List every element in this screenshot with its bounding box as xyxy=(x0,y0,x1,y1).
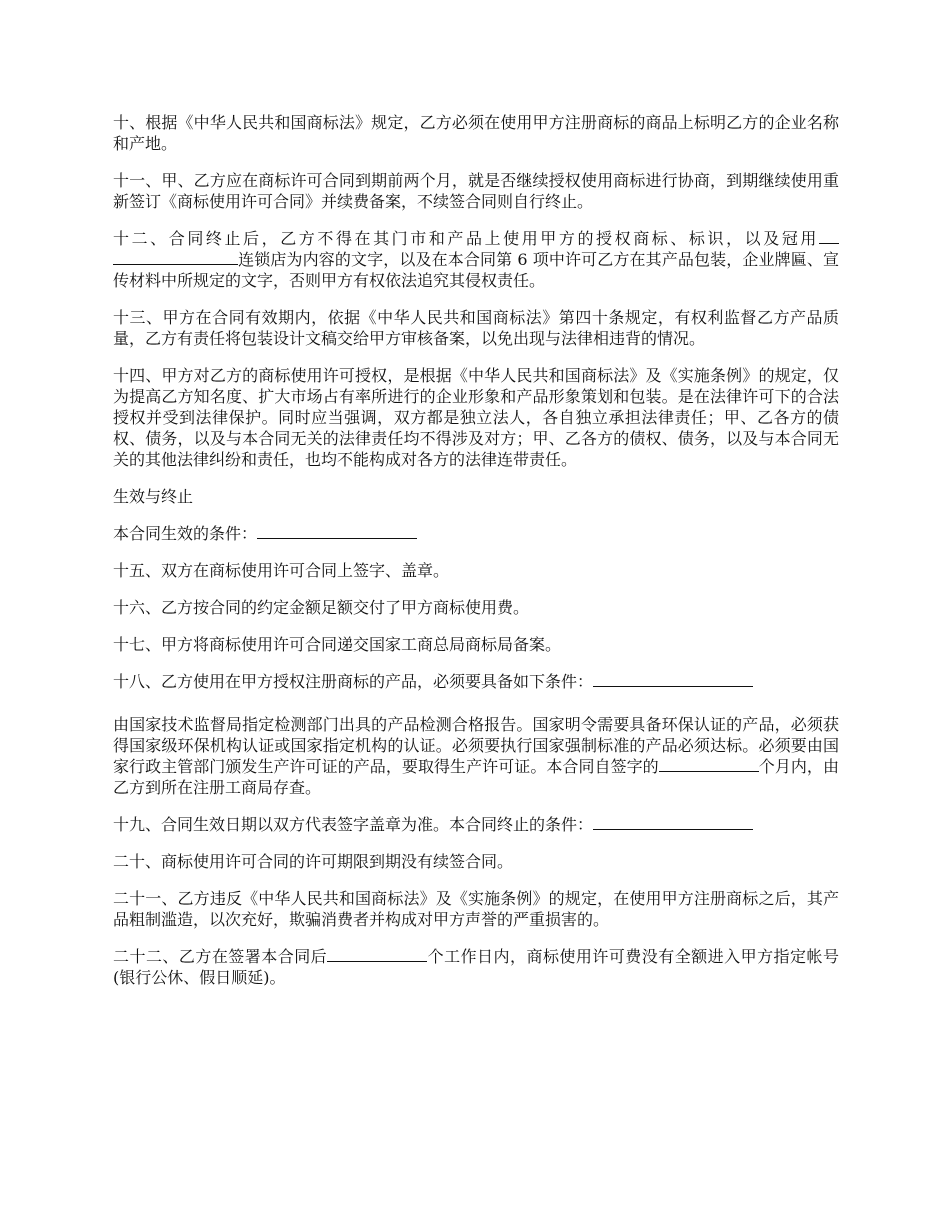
clause-18 xyxy=(113,671,839,692)
clause-18-detail xyxy=(113,714,839,798)
clause-18-text: 十八、乙方使用在甲方授权注册商标的产品，必须要具备如下条件： xyxy=(113,672,594,691)
clause-19 xyxy=(113,814,839,835)
clause-11: 十一、甲、乙方应在商标许可合同到期前两个月，就是否继续授权使用商标进行协商，到期继续使用重新签订《商标使用许可合同》并续费备案，不续签合同则自行终止。 xyxy=(113,171,839,211)
effective-conditions-label: 本合同生效的条件： xyxy=(113,524,258,543)
fill-in-blank xyxy=(113,249,238,265)
clause-22 xyxy=(113,946,839,988)
clause-20: 二十、商标使用许可合同的许可期限到期没有续签合同。 xyxy=(113,852,514,871)
clause-21: 二十一、乙方违反《中华人民共和国商标法》及《实施条例》的规定，在使用甲方注册商标之后，其产品粗制滥造，以次充好，欺骗消费者并构成对甲方声誉的严重损害的。 xyxy=(113,889,839,929)
clause-12 xyxy=(113,228,839,291)
fill-in-blank xyxy=(593,814,753,830)
clause-13: 十三、甲方在合同有效期内，依据《中华人民共和国商标法》第四十条规定，有权利监督乙方产品质量，乙方有责任将包装设计文稿交给甲方审核备案，以免出现与法律相违背的情况。 xyxy=(113,308,839,348)
fill-in-blank xyxy=(257,523,417,539)
clause-19-text: 十九、合同生效日期以双方代表签字盖章为准。本合同终止的条件： xyxy=(113,815,594,834)
section-heading: 生效与终止 xyxy=(113,487,194,506)
clause-14: 十四、甲方对乙方的商标使用许可授权，是根据《中华人民共和国商标法》及《实施条例》的规定，仅为提高乙方知名度、扩大市场占有率所进行的企业形象和产品形象策划和包装。是在法律许可下的合法授权并受到法律保护。同时应当强调，双方都是独立法人，各自独立承担法律责任；甲、乙各方的债权、债务，以及与本合同无关的法律责任均不得涉及对方；甲、乙各方的债权、债务，以及与本合同无关的其他法律纠纷和责任，也均不能构成对各方的法律连带责任。 xyxy=(113,366,839,469)
fill-in-blank xyxy=(659,756,759,772)
fill-in-blank xyxy=(819,228,839,244)
fill-in-blank xyxy=(593,671,753,687)
clause-22-text-a: 二十二、乙方在签署本合同后 xyxy=(113,947,328,966)
clause-12-text-b: 连锁店为内容的文字，以及在本合同第 6 项中许可乙方在其产品包装，企业牌匾、宣传材料中所规定的文字，否则甲方有权依法追究其侵权责任。 xyxy=(113,250,839,290)
clause-22-text-b: 个工作日内，商标使用许可费没有全额进入甲方指定帐号(银行公休、假日顺延)。 xyxy=(113,947,839,987)
effective-conditions xyxy=(113,523,839,544)
clause-18-detail-text-b: 个月内，由乙方到所在注册工商局存查。 xyxy=(113,757,839,797)
document-page xyxy=(113,112,839,1004)
clause-16: 十六、乙方按合同的约定金额足额交付了甲方商标使用费。 xyxy=(113,598,530,617)
clause-18-detail-text-a: 由国家技术监督局指定检测部门出具的产品检测合格报告。国家明令需要具备环保认证的产品，必须获得国家级环保机构认证或国家指定机构的认证。必须要执行国家强制标准的产品必须达标。必须要由国家行政主管部门颁发生产许可证的产品，要取得生产许可证。本合同自签字的 xyxy=(113,715,839,776)
fill-in-blank xyxy=(327,946,427,962)
clause-15: 十五、双方在商标使用许可合同上签字、盖章。 xyxy=(113,561,450,580)
clause-12-text-a: 十二、合同终止后，乙方不得在其门市和产品上使用甲方的授权商标、标识，以及冠用 xyxy=(113,229,819,248)
clause-17: 十七、甲方将商标使用许可合同递交国家工商总局商标局备案。 xyxy=(113,635,562,654)
clause-10: 十、根据《中华人民共和国商标法》规定，乙方必须在使用甲方注册商标的商品上标明乙方的企业名称和产地。 xyxy=(113,113,839,153)
